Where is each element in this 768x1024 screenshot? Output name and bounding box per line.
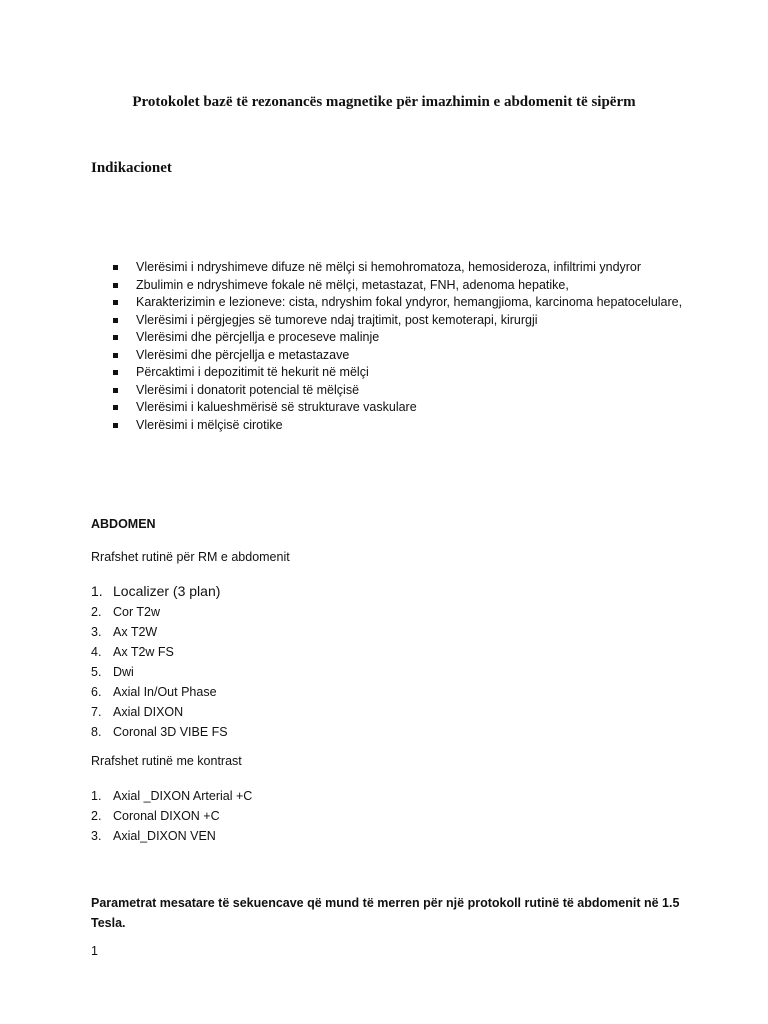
list-item: 2. Cor T2w bbox=[91, 605, 161, 619]
list-item: 1. Axial _DIXON Arterial +C bbox=[91, 789, 253, 803]
list-item: 2. Coronal DIXON +C bbox=[91, 809, 220, 823]
page-number: 1 bbox=[91, 944, 98, 958]
list-item: Vlerësimi i mëlçisë cirotike bbox=[91, 417, 691, 435]
parameters-note: Parametrat mesatare të sekuencave që mund të merren për një protokoll rutinë të abdomenit në 1.5 Tesla. bbox=[91, 896, 680, 930]
list-item: Zbulimin e ndryshimeve fokale në mëlçi, metastazat, FNH, adenoma hepatike, bbox=[91, 277, 691, 295]
list-item: Vlerësimi i donatorit potencial të mëlçisë bbox=[91, 382, 691, 400]
bullet-square-icon bbox=[113, 405, 118, 410]
routine-planes-heading: Rrafshet rutinë për RM e abdomenit bbox=[91, 550, 290, 564]
list-item: Përcaktimi i depozitimit të hekurit në mëlçi bbox=[91, 364, 691, 382]
list-item: 3. Ax T2W bbox=[91, 625, 158, 639]
contrast-planes-list bbox=[91, 786, 591, 846]
bullet-square-icon bbox=[113, 283, 118, 288]
list-item: Vlerësimi i përgjegjes së tumoreve ndaj trajtimit, post kemoterapi, kirurgji bbox=[91, 312, 691, 330]
list-item: Vlerësimi i kalueshmërisë së strukturave vaskulare bbox=[91, 399, 691, 417]
document-title: Protokolet bazë të rezonancës magnetike për imazhimin e abdomenit të sipërm bbox=[132, 94, 636, 110]
list-item: Karakterizimin e lezioneve: cista, ndryshim fokal yndyror, hemangjioma, karcinoma hepatocelulare, bbox=[91, 294, 691, 312]
routine-planes-list bbox=[91, 580, 591, 742]
list-item: 8. Coronal 3D VIBE FS bbox=[91, 725, 228, 739]
list-item: Vlerësimi i ndryshimeve difuze në mëlçi si hemohromatoza, hemosideroza, infiltrimi yndyror bbox=[91, 259, 691, 277]
contrast-planes-heading: Rrafshet rutinë me kontrast bbox=[91, 754, 242, 768]
list-item: 6. Axial In/Out Phase bbox=[91, 685, 217, 699]
bullet-square-icon bbox=[113, 300, 118, 305]
bullet-square-icon bbox=[113, 318, 118, 323]
list-item: 7. Axial DIXON bbox=[91, 705, 184, 719]
list-item: 4. Ax T2w FS bbox=[91, 645, 174, 659]
list-item: 1. Localizer (3 plan) bbox=[91, 583, 221, 599]
list-item: 5. Dwi bbox=[91, 665, 134, 679]
indications-heading: Indikacionet bbox=[91, 160, 172, 176]
bullet-square-icon bbox=[113, 265, 118, 270]
abdomen-heading: ABDOMEN bbox=[91, 517, 156, 531]
list-item: Vlerësimi dhe përcjellja e metastazave bbox=[91, 347, 691, 365]
indications-list bbox=[91, 259, 691, 434]
list-item: Vlerësimi dhe përcjellja e proceseve malinje bbox=[91, 329, 691, 347]
bullet-square-icon bbox=[113, 353, 118, 358]
list-item: 3. Axial_DIXON VEN bbox=[91, 829, 216, 843]
bullet-square-icon bbox=[113, 370, 118, 375]
bullet-square-icon bbox=[113, 423, 118, 428]
bullet-square-icon bbox=[113, 335, 118, 340]
bullet-square-icon bbox=[113, 388, 118, 393]
